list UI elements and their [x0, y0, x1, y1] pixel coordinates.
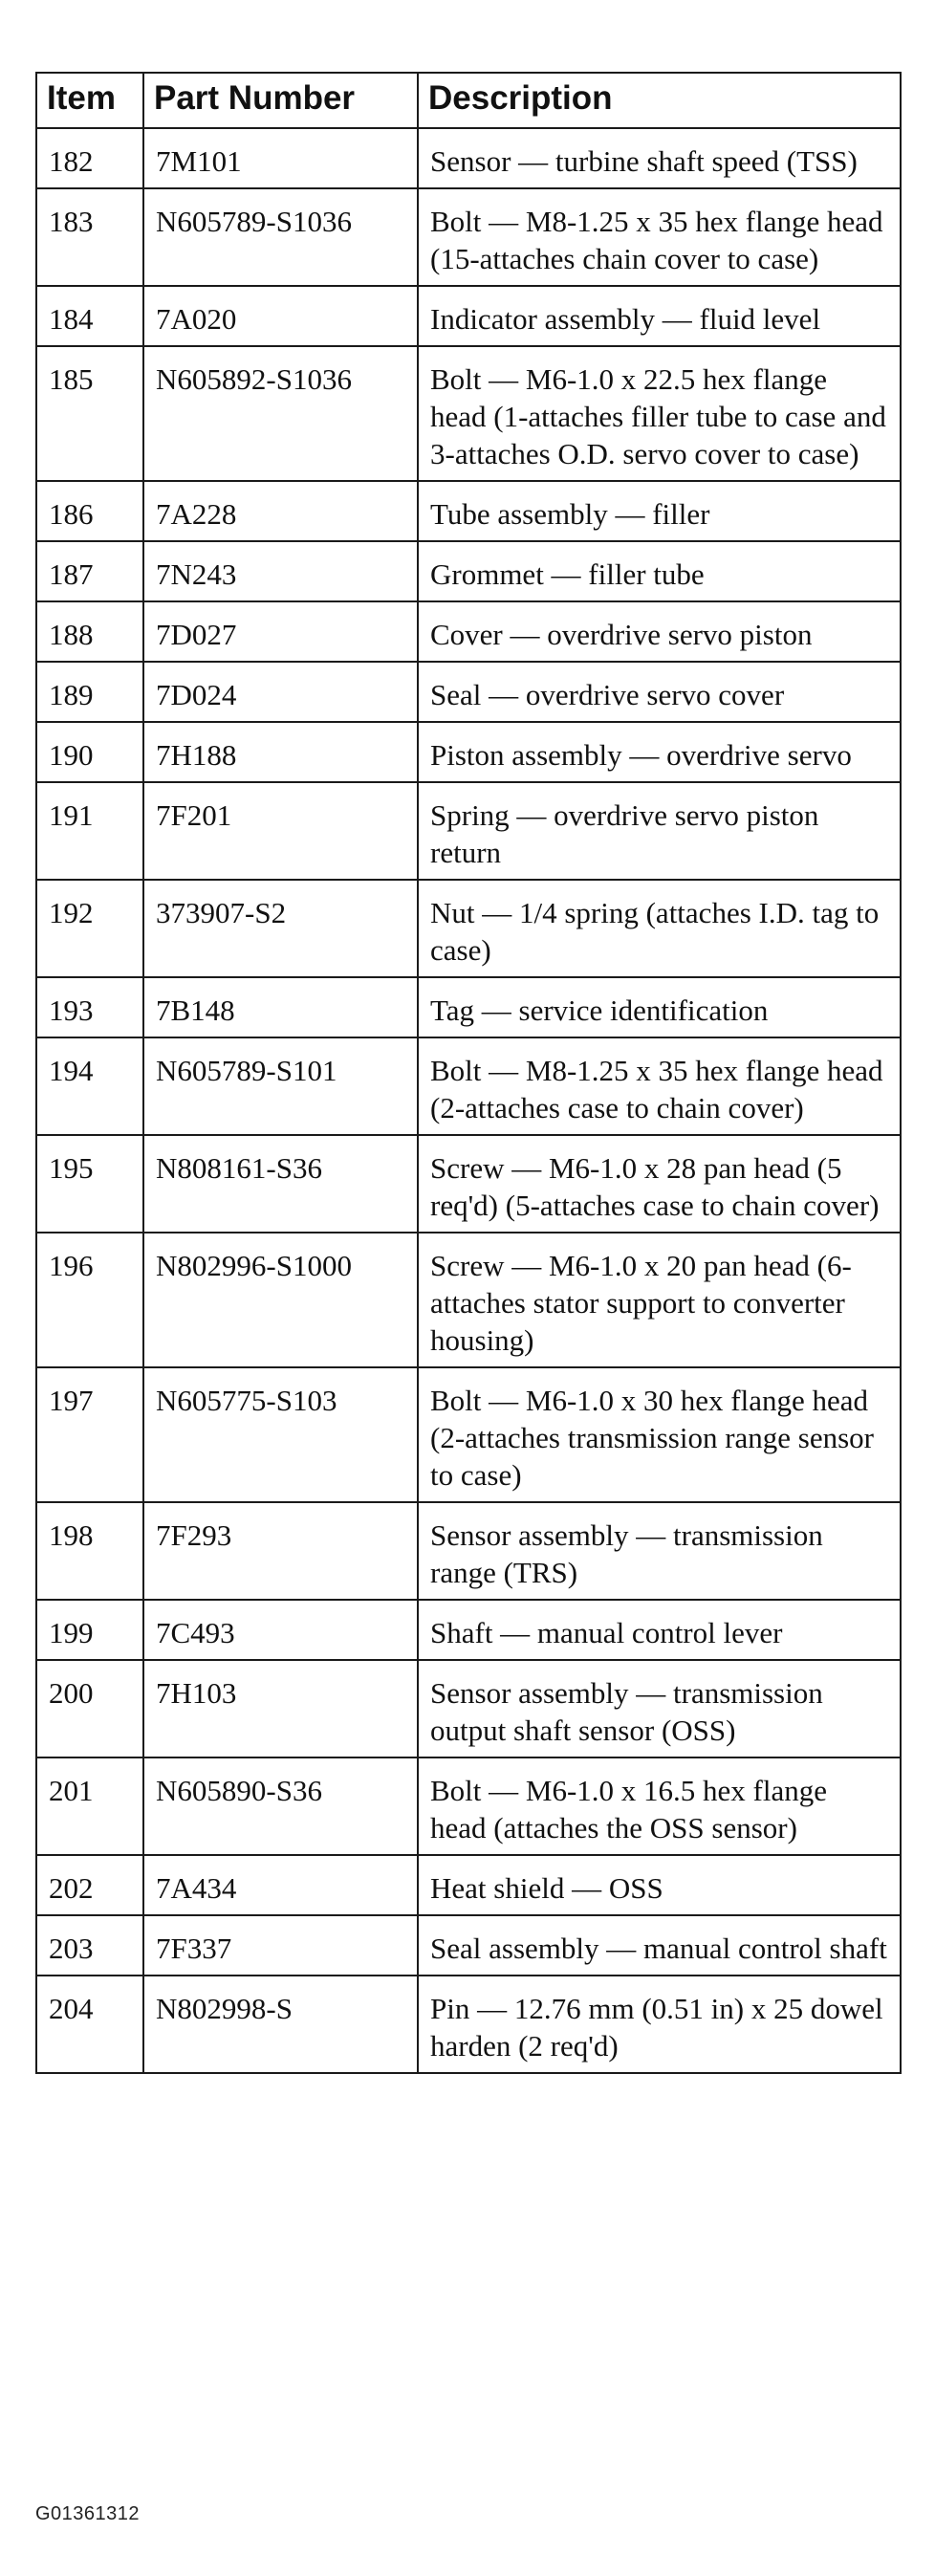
item-cell: 188 [36, 601, 143, 662]
part-number-cell: N802998-S [143, 1976, 418, 2073]
table-row [36, 1037, 901, 1135]
item-cell: 202 [36, 1855, 143, 1915]
description-cell: Screw — M6-1.0 x 28 pan head (5 req'd) (5-attaches case to chain cover) [418, 1135, 901, 1233]
table-row [36, 1660, 901, 1757]
table-row [36, 481, 901, 541]
table-row [36, 1915, 901, 1976]
item-cell: 191 [36, 782, 143, 880]
item-cell: 203 [36, 1915, 143, 1976]
table-row [36, 1135, 901, 1233]
item-cell: 194 [36, 1037, 143, 1135]
description-cell: Indicator assembly — fluid level [418, 286, 901, 346]
item-cell: 204 [36, 1976, 143, 2073]
item-cell: 199 [36, 1600, 143, 1660]
table-body [36, 128, 901, 2073]
table-row [36, 1600, 901, 1660]
item-cell: 184 [36, 286, 143, 346]
item-cell: 197 [36, 1367, 143, 1502]
part-number-cell: N605789-S1036 [143, 188, 418, 286]
part-number-cell: 7N243 [143, 541, 418, 601]
table-row [36, 346, 901, 481]
description-cell: Sensor assembly — transmission range (TRS) [418, 1502, 901, 1600]
item-cell: 192 [36, 880, 143, 977]
part-number-cell: N605789-S101 [143, 1037, 418, 1135]
part-number-cell: 7D027 [143, 601, 418, 662]
description-cell: Seal — overdrive servo cover [418, 662, 901, 722]
table-row [36, 977, 901, 1037]
item-cell: 183 [36, 188, 143, 286]
part-number-cell: 7M101 [143, 128, 418, 188]
description-cell: Bolt — M6-1.0 x 22.5 hex flange head (1-attaches filler tube to case and 3-attaches O.D. servo cover to case) [418, 346, 901, 481]
item-cell: 198 [36, 1502, 143, 1600]
description-cell: Bolt — M6-1.0 x 16.5 hex flange head (attaches the OSS sensor) [418, 1757, 901, 1855]
item-cell: 190 [36, 722, 143, 782]
description-cell: Heat shield — OSS [418, 1855, 901, 1915]
part-number-cell: 373907-S2 [143, 880, 418, 977]
description-cell: Cover — overdrive servo piston [418, 601, 901, 662]
part-number-cell: 7A228 [143, 481, 418, 541]
part-number-cell: 7F293 [143, 1502, 418, 1600]
part-number-cell: 7F201 [143, 782, 418, 880]
part-number-cell: 7F337 [143, 1915, 418, 1976]
item-cell: 195 [36, 1135, 143, 1233]
part-number-cell: 7H188 [143, 722, 418, 782]
description-cell: Bolt — M6-1.0 x 30 hex flange head (2-attaches transmission range sensor to case) [418, 1367, 901, 1502]
table-row [36, 188, 901, 286]
table-row [36, 1233, 901, 1367]
description-cell: Tag — service identification [418, 977, 901, 1037]
table-row [36, 1502, 901, 1600]
item-cell: 186 [36, 481, 143, 541]
part-number-cell: 7H103 [143, 1660, 418, 1757]
table-row [36, 128, 901, 188]
description-cell: Bolt — M8-1.25 x 35 hex flange head (2-attaches case to chain cover) [418, 1037, 901, 1135]
table-row [36, 1757, 901, 1855]
item-cell: 189 [36, 662, 143, 722]
header-item: Item [36, 73, 143, 128]
table-row [36, 1976, 901, 2073]
item-cell: 193 [36, 977, 143, 1037]
table-row [36, 662, 901, 722]
part-number-cell: N605890-S36 [143, 1757, 418, 1855]
part-number-cell: 7A020 [143, 286, 418, 346]
part-number-cell: 7A434 [143, 1855, 418, 1915]
description-cell: Screw — M6-1.0 x 20 pan head (6-attaches stator support to converter housing) [418, 1233, 901, 1367]
table-row [36, 782, 901, 880]
item-cell: 187 [36, 541, 143, 601]
table-row [36, 1855, 901, 1915]
description-cell: Tube assembly — filler [418, 481, 901, 541]
description-cell: Pin — 12.76 mm (0.51 in) x 25 dowel harden (2 req'd) [418, 1976, 901, 2073]
part-number-cell: 7D024 [143, 662, 418, 722]
parts-table [35, 72, 902, 2074]
table-header [36, 73, 901, 128]
item-cell: 185 [36, 346, 143, 481]
header-part-number: Part Number [143, 73, 418, 128]
header-description: Description [418, 73, 901, 128]
table-row [36, 541, 901, 601]
description-cell: Nut — 1/4 spring (attaches I.D. tag to case) [418, 880, 901, 977]
part-number-cell: N808161-S36 [143, 1135, 418, 1233]
description-cell: Piston assembly — overdrive servo [418, 722, 901, 782]
description-cell: Grommet — filler tube [418, 541, 901, 601]
description-cell: Bolt — M8-1.25 x 35 hex flange head (15-attaches chain cover to case) [418, 188, 901, 286]
table-row [36, 601, 901, 662]
description-cell: Seal assembly — manual control shaft [418, 1915, 901, 1976]
header-row [36, 73, 901, 128]
item-cell: 200 [36, 1660, 143, 1757]
part-number-cell: N605892-S1036 [143, 346, 418, 481]
description-cell: Spring — overdrive servo piston return [418, 782, 901, 880]
item-cell: 196 [36, 1233, 143, 1367]
item-cell: 201 [36, 1757, 143, 1855]
part-number-cell: N802996-S1000 [143, 1233, 418, 1367]
table-row [36, 1367, 901, 1502]
description-cell: Shaft — manual control lever [418, 1600, 901, 1660]
part-number-cell: 7C493 [143, 1600, 418, 1660]
table-row [36, 286, 901, 346]
figure-code: G01361312 [35, 2503, 141, 2524]
table-row [36, 722, 901, 782]
item-cell: 182 [36, 128, 143, 188]
description-cell: Sensor assembly — transmission output shaft sensor (OSS) [418, 1660, 901, 1757]
part-number-cell: N605775-S103 [143, 1367, 418, 1502]
description-cell: Sensor — turbine shaft speed (TSS) [418, 128, 901, 188]
table-row [36, 880, 901, 977]
part-number-cell: 7B148 [143, 977, 418, 1037]
